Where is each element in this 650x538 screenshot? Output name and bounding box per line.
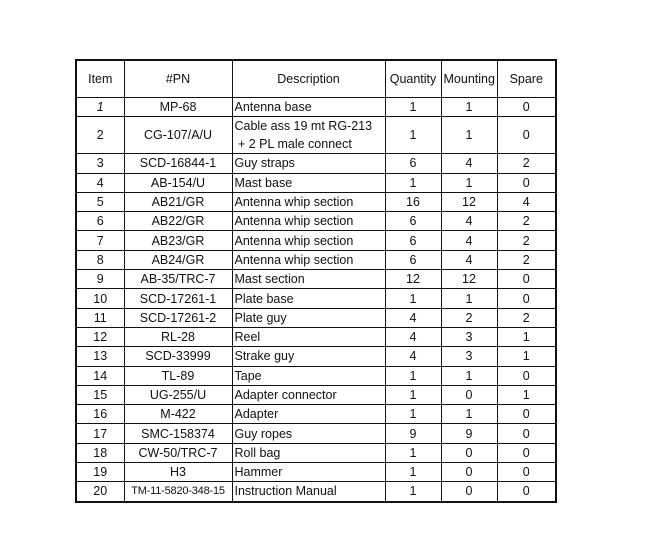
cell-pn: CW-50/TRC-7 [124, 443, 232, 462]
cell-mounting: 1 [441, 117, 497, 154]
cell-spare: 0 [497, 98, 556, 117]
cell-pn: SCD-16844-1 [124, 154, 232, 173]
cell-mounting: 4 [441, 250, 497, 269]
cell-pn: AB-154/U [124, 173, 232, 192]
cell-description: Reel [232, 327, 385, 346]
table-header-row [76, 60, 556, 98]
cell-quantity: 4 [385, 308, 441, 327]
cell-description: Roll bag [232, 443, 385, 462]
cell-mounting: 4 [441, 212, 497, 231]
cell-mounting: 4 [441, 231, 497, 250]
cell-spare: 2 [497, 154, 556, 173]
cell-mounting: 9 [441, 424, 497, 443]
cell-pn: CG-107/A/U [124, 117, 232, 154]
header-quantity: Quantity [385, 60, 441, 98]
cell-description: Antenna base [232, 98, 385, 117]
table-row [76, 366, 556, 385]
cell-description: Guy straps [232, 154, 385, 173]
cell-spare: 0 [497, 424, 556, 443]
cell-quantity: 4 [385, 347, 441, 366]
cell-description: Tape [232, 366, 385, 385]
cell-mounting: 12 [441, 270, 497, 289]
cell-mounting: 1 [441, 173, 497, 192]
cell-spare: 0 [497, 463, 556, 482]
cell-pn: SCD-17261-2 [124, 308, 232, 327]
cell-pn: M-422 [124, 405, 232, 424]
cell-item: 1 [76, 98, 124, 117]
cell-quantity: 1 [385, 405, 441, 424]
table-row [76, 250, 556, 269]
cell-pn: SCD-17261-1 [124, 289, 232, 308]
table-row [76, 424, 556, 443]
cell-mounting: 4 [441, 154, 497, 173]
cell-mounting: 1 [441, 405, 497, 424]
cell-quantity: 1 [385, 463, 441, 482]
cell-spare: 2 [497, 212, 556, 231]
cell-mounting: 0 [441, 385, 497, 404]
table-row [76, 289, 556, 308]
cell-mounting: 0 [441, 482, 497, 502]
cell-spare: 0 [497, 117, 556, 154]
cell-description: Mast base [232, 173, 385, 192]
cell-quantity: 1 [385, 117, 441, 154]
cell-spare: 0 [497, 443, 556, 462]
cell-item: 6 [76, 212, 124, 231]
cell-spare: 0 [497, 366, 556, 385]
header-pn: #PN [124, 60, 232, 98]
cell-item: 16 [76, 405, 124, 424]
cell-quantity: 6 [385, 231, 441, 250]
cell-item: 11 [76, 308, 124, 327]
cell-mounting: 0 [441, 463, 497, 482]
cell-pn: RL-28 [124, 327, 232, 346]
table-row [76, 327, 556, 346]
table-row [76, 347, 556, 366]
cell-quantity: 6 [385, 154, 441, 173]
cell-quantity: 1 [385, 173, 441, 192]
cell-item: 9 [76, 270, 124, 289]
cell-pn: AB24/GR [124, 250, 232, 269]
header-description: Description [232, 60, 385, 98]
cell-description: Strake guy [232, 347, 385, 366]
cell-item: 4 [76, 173, 124, 192]
cell-quantity: 1 [385, 385, 441, 404]
cell-description: Hammer [232, 463, 385, 482]
parts-table [75, 59, 557, 503]
cell-spare: 1 [497, 385, 556, 404]
table-row [76, 308, 556, 327]
cell-item: 17 [76, 424, 124, 443]
cell-mounting: 0 [441, 443, 497, 462]
cell-mounting: 3 [441, 347, 497, 366]
cell-mounting: 1 [441, 289, 497, 308]
cell-quantity: 1 [385, 482, 441, 502]
table-row [76, 173, 556, 192]
cell-item: 8 [76, 250, 124, 269]
table-row [76, 117, 556, 154]
cell-quantity: 1 [385, 366, 441, 385]
cell-description [232, 117, 385, 154]
cell-item: 18 [76, 443, 124, 462]
cell-spare: 1 [497, 327, 556, 346]
cell-quantity: 16 [385, 192, 441, 211]
table-row [76, 405, 556, 424]
cell-description: Instruction Manual [232, 482, 385, 502]
cell-description: Antenna whip section [232, 212, 385, 231]
cell-item: 2 [76, 117, 124, 154]
table-row [76, 212, 556, 231]
table-row [76, 463, 556, 482]
table-row [76, 98, 556, 117]
cell-description: Adapter connector [232, 385, 385, 404]
cell-pn: MP-68 [124, 98, 232, 117]
table-row [76, 385, 556, 404]
table-row [76, 482, 556, 502]
cell-item: 5 [76, 192, 124, 211]
cell-quantity: 9 [385, 424, 441, 443]
cell-spare: 2 [497, 250, 556, 269]
cell-spare: 0 [497, 270, 556, 289]
cell-description: Antenna whip section [232, 250, 385, 269]
cell-item: 7 [76, 231, 124, 250]
cell-pn: AB22/GR [124, 212, 232, 231]
cell-spare: 0 [497, 173, 556, 192]
cell-item: 3 [76, 154, 124, 173]
table-row [76, 443, 556, 462]
cell-description: Mast section [232, 270, 385, 289]
cell-description: Plate guy [232, 308, 385, 327]
cell-item: 14 [76, 366, 124, 385]
cell-item: 10 [76, 289, 124, 308]
cell-mounting: 1 [441, 366, 497, 385]
table-row [76, 270, 556, 289]
cell-item: 19 [76, 463, 124, 482]
table-row [76, 192, 556, 211]
cell-description: Guy ropes [232, 424, 385, 443]
header-mounting: Mounting [441, 60, 497, 98]
cell-quantity: 1 [385, 289, 441, 308]
cell-item: 13 [76, 347, 124, 366]
cell-description: Adapter [232, 405, 385, 424]
cell-quantity: 6 [385, 212, 441, 231]
cell-spare: 0 [497, 405, 556, 424]
description-line-2: + 2 PL male connect [234, 137, 352, 152]
cell-description: Plate base [232, 289, 385, 308]
cell-spare: 4 [497, 192, 556, 211]
cell-pn: AB-35/TRC-7 [124, 270, 232, 289]
cell-pn: TL-89 [124, 366, 232, 385]
cell-pn: AB21/GR [124, 192, 232, 211]
table-row [76, 231, 556, 250]
cell-pn: SCD-33999 [124, 347, 232, 366]
cell-quantity: 1 [385, 98, 441, 117]
cell-quantity: 1 [385, 443, 441, 462]
cell-mounting: 2 [441, 308, 497, 327]
cell-item: 15 [76, 385, 124, 404]
table-body [76, 98, 556, 502]
cell-pn: H3 [124, 463, 232, 482]
cell-mounting: 1 [441, 98, 497, 117]
cell-spare: 1 [497, 347, 556, 366]
cell-description: Antenna whip section [232, 192, 385, 211]
cell-pn: AB23/GR [124, 231, 232, 250]
cell-item: 20 [76, 482, 124, 502]
cell-description: Antenna whip section [232, 231, 385, 250]
cell-item: 12 [76, 327, 124, 346]
table-row [76, 154, 556, 173]
cell-spare: 2 [497, 308, 556, 327]
description-line-1: Cable ass 19 mt RG-213 [234, 119, 373, 134]
cell-quantity: 4 [385, 327, 441, 346]
cell-spare: 2 [497, 231, 556, 250]
cell-pn: UG-255/U [124, 385, 232, 404]
header-spare: Spare [497, 60, 556, 98]
header-item: Item [76, 60, 124, 98]
cell-mounting: 3 [441, 327, 497, 346]
cell-quantity: 6 [385, 250, 441, 269]
cell-spare: 0 [497, 289, 556, 308]
cell-mounting: 12 [441, 192, 497, 211]
cell-spare: 0 [497, 482, 556, 502]
cell-quantity: 12 [385, 270, 441, 289]
cell-pn: SMC-158374 [124, 424, 232, 443]
cell-pn: TM-11-5820-348-15 [124, 482, 232, 502]
